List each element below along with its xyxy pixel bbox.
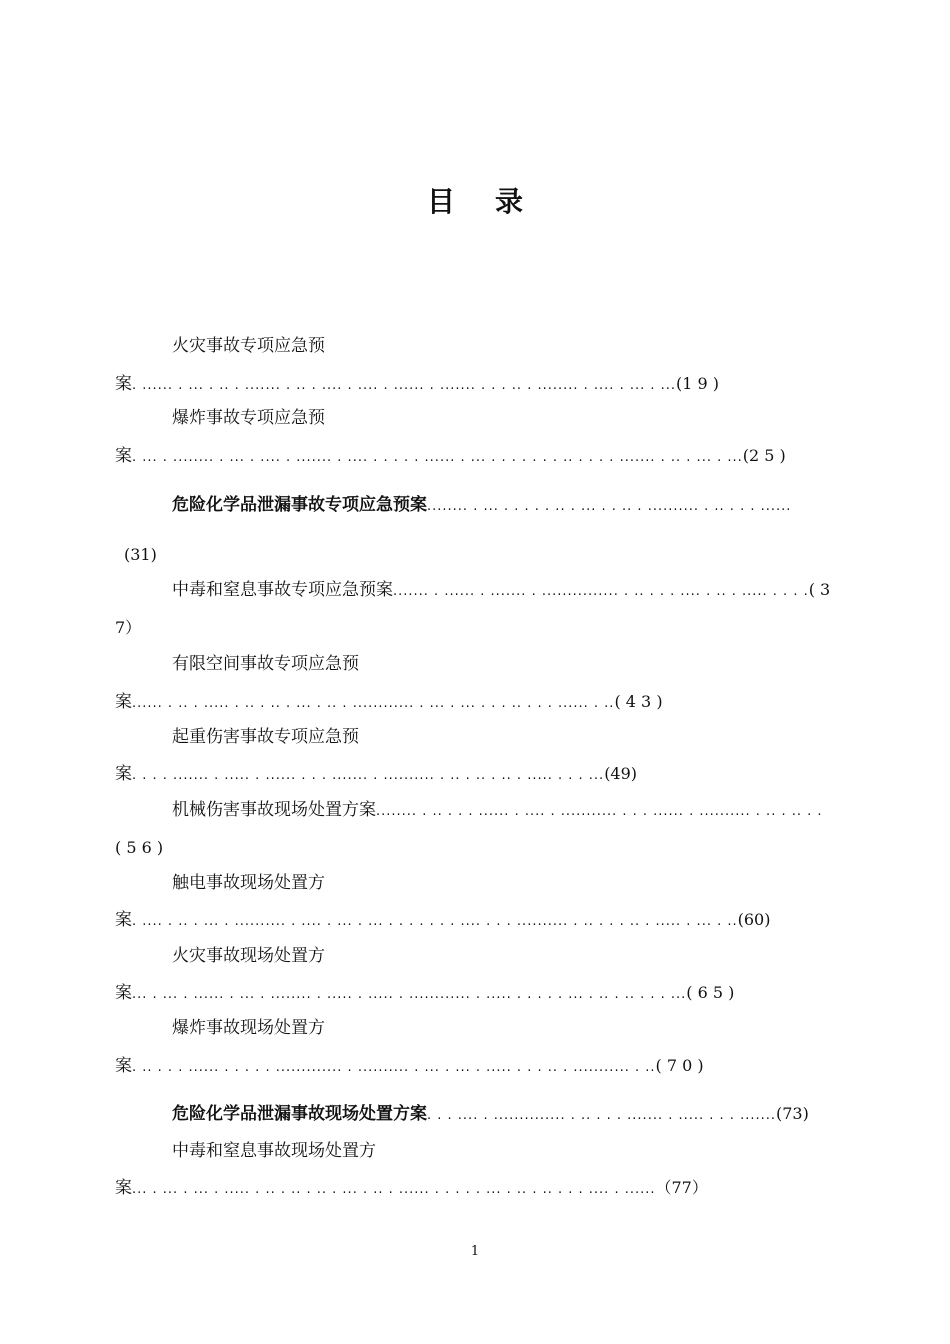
toc-dot-leader: . ...... . ... . .. . ....... . .. . .... . .... . ...... . ....... . . . .. . ........ . .... . ... . ... bbox=[132, 378, 677, 393]
toc-page-number: 7） bbox=[115, 618, 142, 637]
toc-entry-title-text: 爆炸事故专项应急预 bbox=[172, 408, 325, 428]
toc-entry-title-text: 危险化学品泄漏事故现场处置方案 bbox=[172, 1104, 427, 1124]
toc-entry-8-title bbox=[172, 871, 325, 895]
toc-entry-2-leader bbox=[115, 444, 786, 470]
toc-page-number: ( 6 5 ) bbox=[686, 983, 735, 1002]
toc-entry-title-text: 案 bbox=[115, 692, 132, 712]
toc-entry-title-text: 中毒和窒息事故现场处置方 bbox=[172, 1141, 376, 1161]
toc-entry-5-title bbox=[172, 652, 359, 676]
toc-entry-title-text: 案 bbox=[115, 374, 132, 394]
toc-page-number: ( 4 3 ) bbox=[614, 692, 663, 711]
toc-entry-title-text: 案 bbox=[115, 983, 132, 1003]
toc-entry-8-leader bbox=[115, 908, 770, 934]
toc-entry-title-text: 案 bbox=[115, 1178, 132, 1198]
toc-page-number: (2 5 ) bbox=[742, 446, 786, 465]
toc-page-number: (49) bbox=[604, 764, 638, 783]
toc-entry-3-title bbox=[172, 493, 791, 519]
toc-entry-2-title bbox=[172, 406, 325, 430]
toc-entry-1-leader bbox=[115, 372, 719, 398]
toc-entry-title-text: 触电事故现场处置方 bbox=[172, 873, 325, 893]
toc-entry-10-title bbox=[172, 1016, 325, 1040]
toc-dot-leader: ........ . .. . . . ...... . .... . ........... . . . ...... . .......... . .. . .. . . bbox=[376, 804, 823, 819]
toc-entry-1-title bbox=[172, 334, 325, 358]
toc-entry-title-text: 机械伤害事故现场处置方案 bbox=[172, 800, 376, 820]
toc-entry-7-page-cont bbox=[115, 836, 163, 860]
toc-entry-4-page-cont bbox=[115, 616, 141, 640]
toc-entry-10-leader bbox=[115, 1054, 704, 1080]
toc-dot-leader: ........ . ... . . . . . .. . ... . . .. . .......... . .. . . . ...... bbox=[427, 499, 792, 514]
toc-page-number: （77） bbox=[655, 1178, 708, 1197]
toc-page-number: ( 5 6 ) bbox=[115, 838, 164, 857]
toc-entry-title-text: 有限空间事故专项应急预 bbox=[172, 654, 359, 674]
toc-entry-12-title bbox=[172, 1139, 376, 1163]
toc-entry-9-leader bbox=[115, 981, 734, 1007]
toc-dot-leader: . ... . ........ . ... . .... . ....... . .... . . . . . ...... . ... . . . . . . . .. . . . . ....... . .. . ... . ... bbox=[132, 450, 743, 465]
toc-dot-leader: ... . ... . ...... . ... . ........ . ..... . ..... . ............ . ..... . . . . . ... . .. . .. . . . ... bbox=[132, 987, 687, 1002]
toc-entry-title-text: 危险化学品泄漏事故专项应急预案 bbox=[172, 495, 427, 515]
toc-dot-leader: . . . .... . .............. . .. . . . ....... . ..... . . . ....... bbox=[427, 1108, 776, 1123]
toc-entry-title-text: 起重伤害事故专项应急预 bbox=[172, 727, 359, 747]
toc-entry-4-title bbox=[172, 578, 830, 604]
toc-entry-3-page bbox=[124, 543, 157, 567]
page-number: 1 bbox=[470, 1244, 480, 1259]
toc-entry-title-text: 火灾事故现场处置方 bbox=[172, 946, 325, 966]
toc-dot-leader: . .... . .. . ... . .......... . .... . ... . ... . . . . . . . .... . . . .......... . .. . . . .. . ..... . ... . .. bbox=[132, 914, 738, 929]
toc-entry-11-title bbox=[172, 1102, 809, 1128]
toc-entry-title-text: 案 bbox=[115, 764, 132, 784]
toc-entry-title-text: 火灾事故专项应急预 bbox=[172, 336, 325, 356]
toc-dot-leader: ...... . .. . ..... . .. . .. . ... . .. . ............ . ... . ... . . . .. . . . ...... . .. bbox=[132, 696, 615, 711]
toc-entry-6-leader bbox=[115, 762, 637, 788]
toc-entry-title-text: 爆炸事故现场处置方 bbox=[172, 1018, 325, 1038]
toc-entry-title-text: 中毒和窒息事故专项应急预案 bbox=[172, 580, 393, 600]
toc-dot-leader: . . . . ....... . ..... . ...... . . . ....... . .......... . .. . .. . .. . ..... . . . ... bbox=[132, 768, 605, 783]
toc-page-number: (1 9 ) bbox=[676, 374, 720, 393]
toc-entry-title-text: 案 bbox=[115, 446, 132, 466]
page-title: 目录 bbox=[426, 185, 563, 218]
toc-page-number: (31) bbox=[124, 545, 157, 564]
toc-entry-title-text: 案 bbox=[115, 910, 132, 930]
toc-entry-9-title bbox=[172, 944, 325, 968]
toc-entry-7-title bbox=[172, 798, 823, 824]
toc-dot-leader: ....... . ...... . ....... . ............... . .. . . . .... . .. . ..... . . . . bbox=[393, 584, 809, 599]
toc-entry-12-leader bbox=[115, 1176, 708, 1202]
toc-entry-6-title bbox=[172, 725, 359, 749]
toc-page-number: (73) bbox=[776, 1104, 809, 1123]
toc-entry-5-leader bbox=[115, 690, 663, 716]
toc-page-number: ( 3 bbox=[808, 580, 831, 599]
toc-dot-leader: . .. . . . ...... . . . . . ............. . .......... . ... . ... . ..... . . . .. . ........... . .. bbox=[132, 1060, 656, 1075]
toc-entry-title-text: 案 bbox=[115, 1056, 132, 1076]
toc-page-number: (60) bbox=[737, 910, 771, 929]
toc-dot-leader: ... . ... . ... . ..... . .. . .. . .. . ... . .. . ...... . . . . . ... . .. . .. . . . .... . ...... bbox=[132, 1182, 656, 1197]
toc-page-number: ( 7 0 ) bbox=[655, 1056, 704, 1075]
